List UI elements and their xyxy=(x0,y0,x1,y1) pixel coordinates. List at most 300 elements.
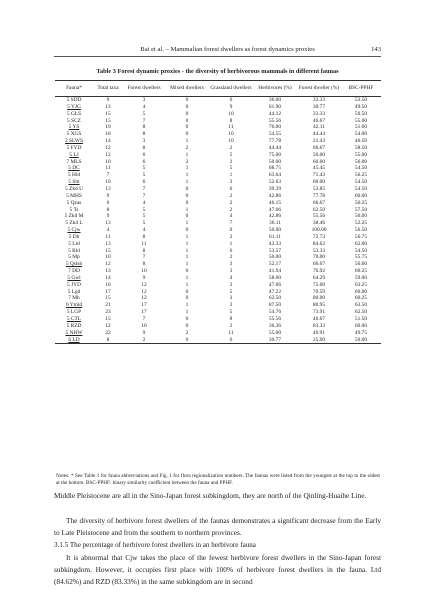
table-row xyxy=(55,337,381,344)
table-row xyxy=(55,138,381,145)
table-cell: 54.76 xyxy=(268,309,282,316)
table-cell: 80.00 xyxy=(312,295,326,302)
table-row xyxy=(55,172,381,179)
table-cell: 0 xyxy=(185,295,189,302)
table-cell: 5 xyxy=(229,165,233,172)
table-row xyxy=(55,213,381,220)
fauna-cell xyxy=(55,289,93,296)
table-row xyxy=(55,268,381,275)
table-cell: 5 xyxy=(229,309,233,316)
fauna-label: 5 DC xyxy=(68,165,80,172)
table-cell: 55.56 xyxy=(268,117,282,124)
table-cell: 0 xyxy=(185,288,189,295)
col-header-forest-dweller-pct: Forest dweller (%) xyxy=(298,84,340,91)
table-cell: 77.78 xyxy=(268,138,282,145)
table-cell: 3 xyxy=(229,179,233,186)
table-cell: 54.00 xyxy=(354,131,368,138)
table-cell: 19 xyxy=(105,124,111,131)
table-cell: 13 xyxy=(105,185,111,192)
table-cell: 44.44 xyxy=(268,144,282,151)
table-cell: 40.91 xyxy=(312,329,326,336)
table-header-row xyxy=(55,81,381,97)
table-cell: 62.50 xyxy=(354,309,368,316)
table-cell: 71.43 xyxy=(312,172,326,179)
table-cell: 7 xyxy=(142,192,146,199)
table-cell: 25.00 xyxy=(312,336,326,343)
table-cell: 5 xyxy=(142,213,146,220)
table-cell: 4 xyxy=(142,103,146,110)
table-cell: 50.00 xyxy=(268,254,282,261)
table-cell: 8 xyxy=(142,261,146,268)
table-cell: 100.00 xyxy=(311,227,327,234)
fauna-label: 7 DD xyxy=(68,268,80,275)
table-cell: 5 xyxy=(142,220,146,227)
table-cell: 2 xyxy=(229,206,233,213)
table-row xyxy=(55,302,381,309)
fauna-cell xyxy=(55,248,93,255)
fauna-label: 5 XGS xyxy=(66,131,82,138)
table-cell: 1 xyxy=(185,233,189,240)
fauna-label: 5 NHW xyxy=(65,329,83,336)
table-cell: 0 xyxy=(185,124,189,131)
table-cell: 54.50 xyxy=(354,247,368,254)
table-cell: 50.00 xyxy=(268,158,282,165)
col-header-fauna: Fauna* xyxy=(66,84,82,91)
table-cell: 4 xyxy=(142,227,146,234)
fauna-label: 5 Dh xyxy=(68,233,80,240)
table-cell: 56.25 xyxy=(354,172,368,179)
table-cell: 0 xyxy=(185,192,189,199)
table-cell: 0 xyxy=(185,97,189,103)
table-cell: 7 xyxy=(106,172,110,179)
table-cell: 6 xyxy=(229,336,233,343)
table-cell: 2 xyxy=(229,158,233,165)
table-cell: 83.33 xyxy=(312,322,326,329)
table-row xyxy=(55,275,381,282)
table-cell: 30.77 xyxy=(268,336,282,343)
table-cell: 0 xyxy=(185,199,189,206)
fauna-label: 5 MHS xyxy=(66,192,82,199)
table-cell: 49.75 xyxy=(354,329,368,336)
table-cell: 39.39 xyxy=(268,185,282,192)
table-cell: 52.25 xyxy=(354,220,368,227)
table-cell: 8 xyxy=(106,206,110,213)
table-cell: 4 xyxy=(106,227,110,234)
table-cell: 6 xyxy=(229,97,233,103)
table-cell: 8 xyxy=(229,117,233,124)
table-cell: 14 xyxy=(105,274,111,281)
table-cell: 17 xyxy=(141,302,147,309)
table-cell: 87.50 xyxy=(268,302,282,309)
table-cell: 38.46 xyxy=(312,220,326,227)
table-cell: 1 xyxy=(185,206,189,213)
fauna-cell xyxy=(55,159,93,166)
table-cell: 5 xyxy=(142,110,146,117)
table-cell: 5 xyxy=(229,288,233,295)
table-cell: 53.85 xyxy=(312,185,326,192)
fauna-cell xyxy=(55,234,93,241)
paragraph-3: It is abnormal that Cjw takes the place of the fewest herbivore forest dwellers in the Sino-Japan forest subkingdom. However, it occupies first place with 100% of herbivore forest dwellers in the fauna. Ltd (84.62%) and RZD (83.33%) in the same subkingdom are in second xyxy=(54,553,381,586)
table-cell: 61.11 xyxy=(269,233,281,240)
table-cell: 6 xyxy=(106,199,110,206)
fauna-label: 2 SLWS xyxy=(64,138,84,145)
table-cell: 42.86 xyxy=(268,192,282,199)
table-cell: 2 xyxy=(229,199,233,206)
table-row xyxy=(55,193,381,200)
table-cell: 18 xyxy=(105,131,111,138)
table-cell: 11 xyxy=(228,329,234,336)
fauna-label: 5 Mp xyxy=(68,254,80,261)
table-cell: 0 xyxy=(185,227,189,234)
table-cell: 7 xyxy=(142,117,146,124)
fauna-label: 5 SCZ xyxy=(67,117,81,124)
fauna-cell xyxy=(55,193,93,200)
table-cell: 2 xyxy=(185,144,189,151)
fauna-cell xyxy=(55,118,93,125)
table-cell: 60.25 xyxy=(354,268,368,275)
fauna-cell xyxy=(55,200,93,207)
table-cell: 15 xyxy=(105,247,111,254)
table-cell: 1 xyxy=(185,247,189,254)
fauna-cell xyxy=(55,131,93,138)
table-cell: 55.75 xyxy=(354,254,368,261)
fauna-cell xyxy=(55,227,93,234)
table-cell: 46.50 xyxy=(354,138,368,145)
table-row xyxy=(55,241,381,248)
fauna-label: 5 Qzas xyxy=(66,199,82,206)
table-cell: 36.00 xyxy=(268,97,282,103)
table-cell: 60.00 xyxy=(354,322,368,329)
table-cell: 61.90 xyxy=(268,103,282,110)
table-cell: 59.00 xyxy=(354,274,368,281)
table-cell: 23 xyxy=(105,309,111,316)
table-cell: 1 xyxy=(185,172,189,179)
table-cell: 47.22 xyxy=(268,288,282,295)
table-cell: 50.00 xyxy=(268,227,282,234)
table-cell: 8 xyxy=(142,247,146,254)
table-cell: 62.50 xyxy=(268,295,282,302)
table-cell: 47.06 xyxy=(268,281,282,288)
table-row xyxy=(55,179,381,186)
table-cell: 2 xyxy=(185,329,189,336)
fauna-label: 5 Gwl xyxy=(67,274,81,281)
table-row xyxy=(55,295,381,302)
table-cell: 8 xyxy=(142,233,146,240)
table-caption: Table 3 Forest dynamic proxies - the diversity of herbivorous mammals in different faunas xyxy=(96,68,339,75)
fauna-cell xyxy=(55,213,93,220)
table-cell: 36.11 xyxy=(269,220,281,227)
fauna-cell xyxy=(55,138,93,145)
table-cell: 56.00 xyxy=(354,213,368,220)
table-cell: 4 xyxy=(229,213,233,220)
table-cell: 55.56 xyxy=(268,316,282,322)
table-cell: 51.00 xyxy=(354,124,368,131)
header-rule xyxy=(54,56,381,57)
table-cell: 12 xyxy=(105,261,111,268)
table-cell: 45.45 xyxy=(312,165,326,172)
table-cell: 33.33 xyxy=(312,97,326,103)
table-cell: 21 xyxy=(105,302,111,309)
table-cell: 8 xyxy=(229,316,233,322)
table-cell: 62.00 xyxy=(354,240,368,247)
table-cell: 16 xyxy=(105,281,111,288)
table-cell: 10 xyxy=(141,322,147,329)
table-cell: 2 xyxy=(185,158,189,165)
table-cell: 1 xyxy=(185,240,189,247)
page-header xyxy=(54,46,381,53)
table-cell: 0 xyxy=(185,117,189,124)
fauna-label: 5 CTL xyxy=(66,316,82,322)
table-cell: 60.00 xyxy=(312,179,326,186)
table-cell: 9 xyxy=(106,97,110,103)
table-cell: 9 xyxy=(142,274,146,281)
fauna-cell xyxy=(55,268,93,275)
table-cell: 9 xyxy=(106,192,110,199)
fauna-cell xyxy=(55,275,93,282)
table-cell: 12 xyxy=(141,288,147,295)
table-cell: 66.67 xyxy=(312,199,326,206)
fauna-cell xyxy=(55,323,93,330)
table-cell: 52.63 xyxy=(268,179,282,186)
fauna-label: 6 Ymld xyxy=(65,302,83,309)
table-cell: 8 xyxy=(142,124,146,131)
table-row xyxy=(55,220,381,227)
table-cell: 2 xyxy=(229,254,233,261)
table-row xyxy=(55,159,381,166)
table-row xyxy=(55,145,381,152)
fauna-label: 5 Zkd L xyxy=(65,220,83,227)
table-cell: 5 xyxy=(142,165,146,172)
fauna-label: 7 MLS xyxy=(66,158,82,165)
fauna-label: 6 LD xyxy=(68,336,80,343)
table-cell: 0 xyxy=(185,322,189,329)
fauna-cell xyxy=(55,282,93,289)
paragraph-2: The diversity of herbivore forest dwellers of the faunas demonstrates a significant decrease from the Early to Late Pleistocene and from the southern to northern provinces. xyxy=(54,516,381,537)
table-cell: 1 xyxy=(229,172,233,179)
fauna-cell xyxy=(55,316,93,323)
table-cell: 2 xyxy=(229,144,233,151)
table-cell: 0 xyxy=(185,316,189,322)
table-cell: 6 xyxy=(142,151,146,158)
table-cell: 47.06 xyxy=(268,206,282,213)
fauna-cell xyxy=(55,207,93,214)
table-cell: 58.50 xyxy=(354,144,368,151)
table-cell: 57.50 xyxy=(354,206,368,213)
fauna-label: 5 YS xyxy=(68,124,80,131)
table-cell: 3 xyxy=(229,281,233,288)
table-cell: 0 xyxy=(185,103,189,110)
table-cell: 6 xyxy=(229,247,233,254)
table-row xyxy=(55,330,381,337)
fauna-label: 5 FYD xyxy=(66,144,82,151)
col-header-total-taxa: Total taxa xyxy=(97,84,119,91)
table-notes: Notes: * See Table 1 for fauna abbreviations and Fig. 1 for flora regionalization numbers. The faunas were listed from the youngest at the top to the oldest at the bottom. BSC-PPHF: binary similarity coefficient between the fauna and PPHF. xyxy=(56,473,380,486)
fauna-cell xyxy=(55,186,93,193)
fauna-cell xyxy=(55,254,93,261)
table-cell: 4 xyxy=(142,199,146,206)
table-cell: 68.75 xyxy=(268,165,282,172)
fauna-label: 5 SDD xyxy=(66,97,82,103)
table-cell: 63.64 xyxy=(268,172,282,179)
table-cell: 54.55 xyxy=(268,131,282,138)
fauna-label: 5 JYD xyxy=(67,281,81,288)
table-cell: 50.00 xyxy=(312,151,326,158)
fauna-cell xyxy=(55,165,93,172)
fauna-label: 5 Bld xyxy=(68,247,80,254)
table-cell: 50.00 xyxy=(354,336,368,343)
table-row xyxy=(55,186,381,193)
table-cell: 17 xyxy=(141,309,147,316)
table-cell: 63.50 xyxy=(354,302,368,309)
table-cell: 42.11 xyxy=(313,124,325,131)
table-cell: 1 xyxy=(185,261,189,268)
running-title: Bai et al. – Mammalian forest dwellers as forest dynamics proxies xyxy=(140,46,315,53)
table-cell: 52.17 xyxy=(268,261,282,268)
fauna-label: 5 RZD xyxy=(66,322,82,329)
table-cell: 14 xyxy=(105,138,111,145)
fauna-cell xyxy=(55,97,93,104)
table-cell: 44.44 xyxy=(312,131,326,138)
table-cell: 12 xyxy=(105,151,111,158)
table-cell: 5 xyxy=(142,172,146,179)
table-cell: 13 xyxy=(105,268,111,275)
table-cell: 55.00 xyxy=(354,151,368,158)
fauna-label: 5 Qslsb xyxy=(65,261,83,268)
table-cell: 54.50 xyxy=(354,179,368,186)
table-cell: 15 xyxy=(105,316,111,322)
table-cell: 10 xyxy=(228,110,234,117)
fauna-cell xyxy=(55,111,93,118)
table-cell: 53.57 xyxy=(268,247,282,254)
table-cell: 0 xyxy=(185,336,189,343)
table-cell: 46.67 xyxy=(312,316,326,322)
fauna-table xyxy=(55,80,381,344)
table-cell: 76.92 xyxy=(312,268,326,275)
table-cell: 30.77 xyxy=(312,103,326,110)
col-header-forest-dwellers: Forest dwellers xyxy=(127,84,161,91)
col-header-herbivores-pct: Herbivores (%) xyxy=(258,84,292,91)
table-cell: 3 xyxy=(142,138,146,145)
table-cell: 2 xyxy=(229,233,233,240)
table-row xyxy=(55,124,381,131)
table-cell: 63.25 xyxy=(354,281,368,288)
table-cell: 75.00 xyxy=(312,281,326,288)
fauna-label: 5 Hld xyxy=(67,172,81,179)
table-cell: 41.94 xyxy=(268,268,282,275)
table-cell: 17 xyxy=(105,288,111,295)
table-cell: 3 xyxy=(229,295,233,302)
table-cell: 10 xyxy=(228,138,234,145)
fauna-cell xyxy=(55,309,93,316)
table-cell: 13 xyxy=(105,103,111,110)
table-cell: 84.62 xyxy=(312,240,326,247)
table-cell: 54.50 xyxy=(354,165,368,172)
table-cell: 7 xyxy=(142,316,146,322)
table-cell: 6 xyxy=(229,185,233,192)
table-body xyxy=(55,97,381,344)
table-cell: 46.15 xyxy=(268,199,282,206)
table-row xyxy=(55,316,381,323)
fauna-label: 5 YJG xyxy=(67,103,81,110)
table-cell: 4 xyxy=(229,274,233,281)
fauna-cell xyxy=(55,295,93,302)
table-cell: 15 xyxy=(105,295,111,302)
table-cell: 3 xyxy=(142,97,146,103)
table-row xyxy=(55,282,381,289)
table-cell: 22 xyxy=(105,329,111,336)
table-cell: 1 xyxy=(185,151,189,158)
table-cell: 10 xyxy=(141,268,147,275)
table-row xyxy=(55,200,381,207)
table-cell: 66.67 xyxy=(312,144,326,151)
table-cell: 2 xyxy=(142,336,146,343)
table-cell: 44.12 xyxy=(268,110,282,117)
table-cell: 7 xyxy=(229,220,233,227)
table-cell: 66.67 xyxy=(312,261,326,268)
paragraph-1: Middle Pleistocene are all in the Sino-Japan forest subkingdom, they are north of the Qinling-Huaihe Line. xyxy=(54,491,367,500)
table-cell: 77.78 xyxy=(312,192,326,199)
table-cell: 1 xyxy=(185,165,189,172)
fauna-cell xyxy=(55,104,93,111)
table-cell: 33.33 xyxy=(312,110,326,117)
table-cell: 9 xyxy=(106,213,110,220)
fauna-cell xyxy=(55,302,93,309)
table-row xyxy=(55,254,381,261)
fauna-cell xyxy=(55,261,93,268)
table-cell: 53.33 xyxy=(312,247,326,254)
table-row xyxy=(55,309,381,316)
table-cell: 3 xyxy=(229,268,233,275)
table-cell: 7 xyxy=(142,185,146,192)
table-cell: 70.59 xyxy=(312,288,326,295)
table-cell: 43.33 xyxy=(268,240,282,247)
table-cell: 0 xyxy=(185,213,189,220)
table-cell: 53.50 xyxy=(354,97,368,103)
fauna-cell xyxy=(55,179,93,186)
table-cell: 75.00 xyxy=(268,151,282,158)
table-cell: 0 xyxy=(185,110,189,117)
table-row xyxy=(55,261,381,268)
table-cell: 56.50 xyxy=(354,227,368,234)
table-cell: 36.36 xyxy=(268,322,282,329)
table-cell: 55.00 xyxy=(354,117,368,124)
table-cell: 9 xyxy=(229,103,233,110)
table-cell: 1 xyxy=(229,240,233,247)
table-cell: 7 xyxy=(142,254,146,261)
fauna-label: 5 LJ xyxy=(69,151,79,158)
fauna-label: 5 Sht xyxy=(68,179,80,186)
table-row xyxy=(55,131,381,138)
table-cell: 51.50 xyxy=(354,316,368,322)
fauna-label: 5 Ts xyxy=(69,206,79,213)
table-cell: 8 xyxy=(142,144,146,151)
table-cell: 8 xyxy=(142,131,146,138)
table-cell: 0 xyxy=(185,185,189,192)
fauna-label: 5 Zkd U xyxy=(65,185,83,192)
fauna-cell xyxy=(55,337,93,344)
table-cell: 1 xyxy=(185,254,189,261)
table-cell: 3 xyxy=(229,302,233,309)
table-cell: 11 xyxy=(105,165,111,172)
table-cell: 21.43 xyxy=(312,138,326,145)
table-cell: 60.00 xyxy=(312,158,326,165)
table-cell: 60.25 xyxy=(354,295,368,302)
table-row xyxy=(55,111,381,118)
table-cell: 0 xyxy=(229,227,233,234)
fauna-cell xyxy=(55,220,93,227)
table-cell: 80.95 xyxy=(312,302,326,309)
table-cell: 10 xyxy=(105,179,111,186)
